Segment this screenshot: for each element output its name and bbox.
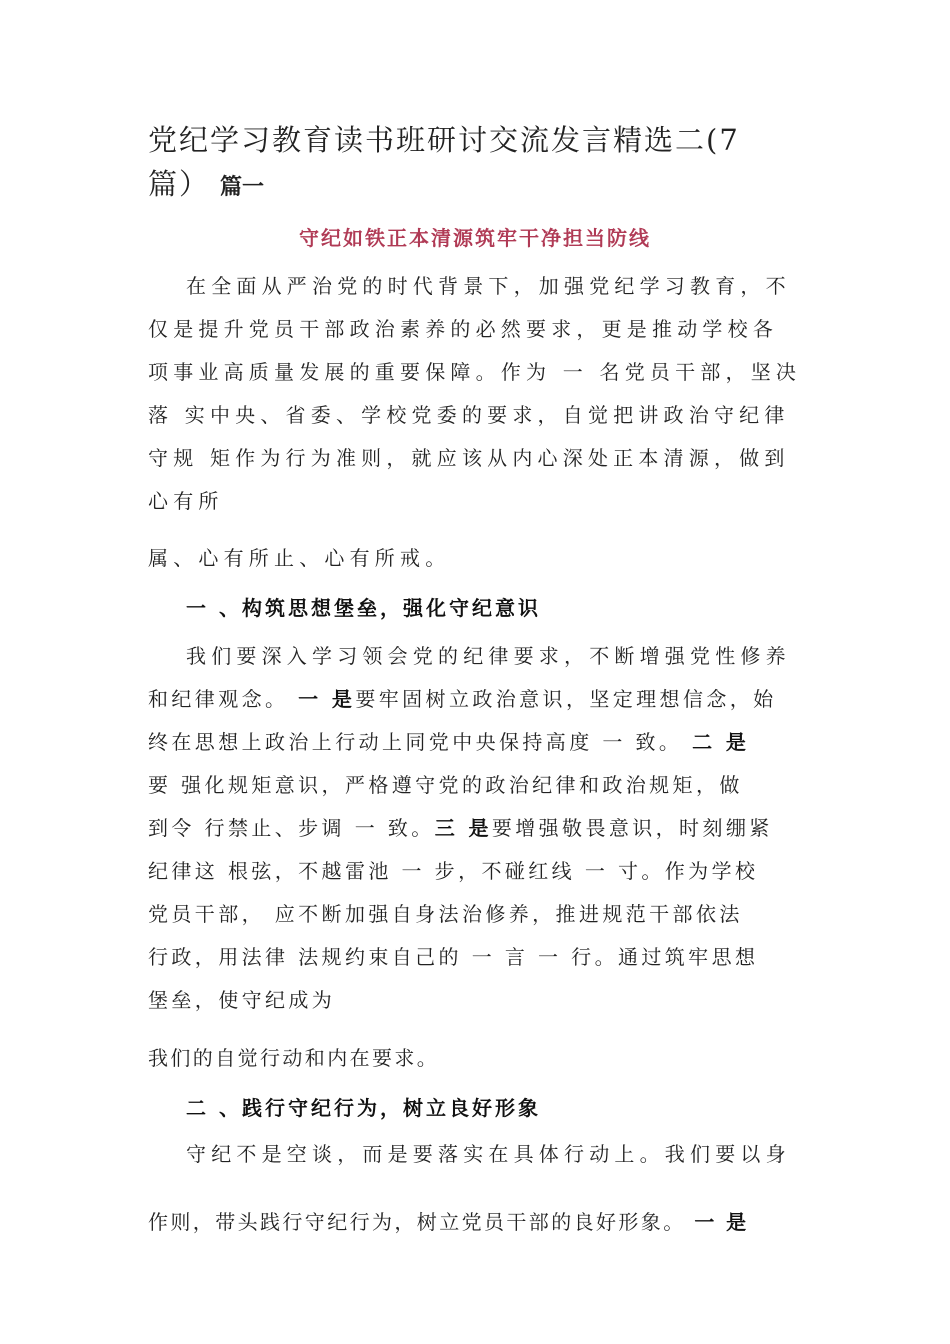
article-label: 篇一: [220, 175, 265, 200]
title-line-2: 篇）: [148, 167, 211, 201]
section-1-line-7: 党员干部， 应不断加强自身法治修养，推进规范干部依法: [148, 902, 743, 926]
section-1-line-1: 我们要深入学习领会党的纪律要求，不断增强党性修养: [186, 644, 791, 668]
text-run: 到令 行禁止、步调 一 致。: [148, 816, 435, 840]
emphasis-label: 二 是: [692, 730, 750, 754]
section-1-line-3: [148, 727, 808, 757]
emphasis-label: 一 是: [298, 687, 356, 711]
section-1-line-4: 要 强化规矩意识，严格遵守党的政治纪律和政治规矩，做: [148, 773, 743, 797]
article-subtitle: 守纪如铁正本清源筑牢干净担当防线: [299, 226, 651, 250]
section-1-line-8: 行政，用法律 法规约束自己的 一 言 一 行。通过筑牢思想: [148, 945, 759, 969]
section-1-line-10: 我们的自觉行动和内在要求。: [148, 1046, 440, 1070]
title-line-1: 党纪学习教育读书班研讨交流发言精选二(7: [148, 123, 740, 157]
section-2-line-1: 守纪不是空谈，而是要落实在具体行动上。我们要以身: [186, 1142, 791, 1166]
text-run: 和纪律观念。: [148, 687, 299, 711]
section-1-heading: 一 、构筑思想堡垒，强化守纪意识: [186, 596, 541, 620]
intro-line-7: 属、心有所止、心有所戒。: [148, 546, 451, 570]
intro-line-4: 落 实中央、省委、学校党委的要求，自觉把讲政治守纪律: [148, 403, 790, 427]
intro-line-6: 心有所: [148, 489, 224, 513]
emphasis-label: 三 是: [434, 816, 492, 840]
intro-line-1: 在全面从严治党的时代背景下，加强党纪学习教育，不: [186, 274, 791, 298]
intro-line-5: 守规 矩作为行为准则，就应该从内心深处正本清源，做到: [148, 446, 790, 470]
intro-line-2: 仅是提升党员干部政治素养的必然要求，更是推动学校各: [148, 317, 778, 341]
section-1-line-5: [148, 813, 808, 843]
section-1-line-2: [148, 684, 808, 714]
text-run: 终在思想上政治上行动上同党中央保持高度 一 致。: [148, 730, 693, 754]
text-run: 要牢固树立政治意识，坚定理想信念，始: [355, 687, 777, 711]
section-2-heading: 二 、践行守纪行为，树立良好形象: [186, 1096, 541, 1120]
section-1-line-9: 堡垒，使守纪成为: [148, 988, 336, 1012]
section-1-line-6: 纪律这 根弦，不越雷池 一 步，不碰红线 一 寸。作为学校: [148, 859, 759, 883]
text-run: 作则，带头践行守纪行为，树立党员干部的良好形象。: [148, 1210, 695, 1234]
emphasis-label: 一 是: [694, 1210, 749, 1234]
text-run: 要增强敬畏意识，时刻绷紧: [491, 816, 773, 840]
intro-line-3: 项事业高质量发展的重要保障。作为 一 名党员干部，坚决: [148, 360, 802, 384]
document-title: [148, 118, 788, 210]
section-2-line-2: [148, 1207, 808, 1237]
